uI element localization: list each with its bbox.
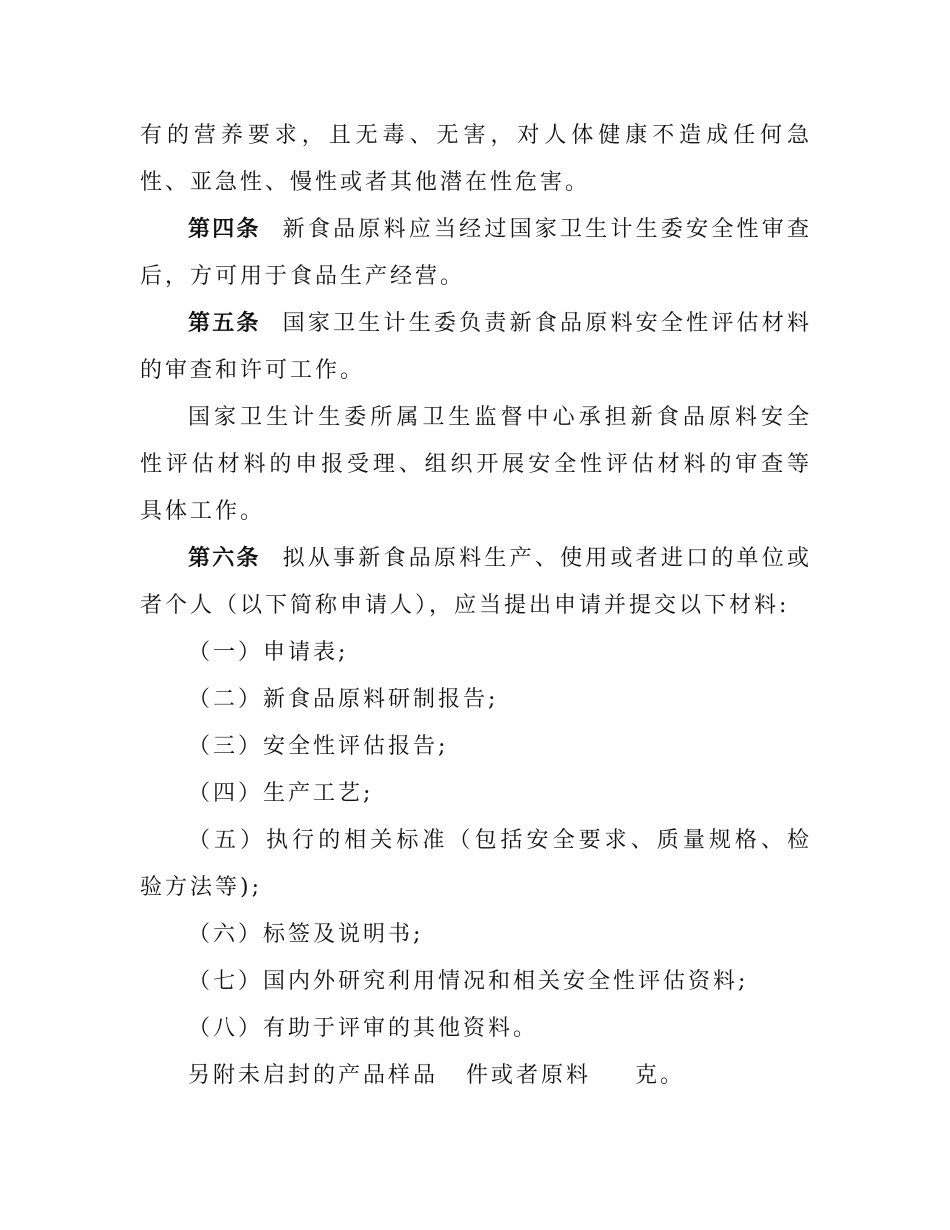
list-item-text: （八）有助于评审的其他资料。 <box>188 1016 539 1041</box>
list-item-text: （一）申请表; <box>188 640 349 665</box>
paragraph-text: 拟从事新食品原料生产、使用或者进口的单位或者个人（以下简称申请人），应当提出申请并提交以下材料: <box>140 546 812 618</box>
article-6 <box>140 535 812 629</box>
paragraph-text: 国家卫生计生委所属卫生监督中心承担新食品原料安全性评估材料的申报受理、组织开展安全性评估材料的审查等具体工作。 <box>140 405 812 524</box>
list-item-2 <box>140 676 812 723</box>
list-item-6 <box>140 911 812 958</box>
article-4 <box>140 206 812 300</box>
paragraph-continuation <box>140 112 812 206</box>
sample-text-2: 件或者原料 <box>466 1063 592 1088</box>
article-heading: 第五条 <box>188 311 261 336</box>
list-item-5 <box>140 817 812 911</box>
list-item-text: （四）生产工艺; <box>188 781 374 806</box>
article-5-clause-2 <box>140 394 812 535</box>
article-heading: 第六条 <box>188 546 261 571</box>
article-5 <box>140 300 812 394</box>
list-item-text: （六）标签及说明书; <box>188 922 424 947</box>
list-item-4 <box>140 770 812 817</box>
article-heading: 第四条 <box>188 217 261 242</box>
list-item-text: （二）新食品原料研制报告; <box>188 687 499 712</box>
list-item-text: （七）国内外研究利用情况和相关安全性评估资料; <box>188 969 749 994</box>
list-item-1 <box>140 629 812 676</box>
sample-line <box>140 1052 812 1099</box>
list-item-text: （三）安全性评估报告; <box>188 734 449 759</box>
sample-text-3: 克。 <box>635 1063 686 1088</box>
paragraph-text: 有的营养要求，且无毒、无害，对人体健康不造成任何急性、亚急性、慢性或者其他潜在性危害。 <box>140 123 812 195</box>
sample-text-1: 另附未启封的产品样品 <box>188 1063 439 1088</box>
list-item-3 <box>140 723 812 770</box>
document-page <box>140 112 812 1099</box>
paragraph-text: 国家卫生计生委负责新食品原料安全性评估材料的审查和许可工作。 <box>140 311 812 383</box>
list-item-7 <box>140 958 812 1005</box>
list-item-text: （五）执行的相关标准（包括安全要求、质量规格、检验方法等); <box>140 828 812 900</box>
paragraph-text: 新食品原料应当经过国家卫生计生委安全性审查后，方可用于食品生产经营。 <box>140 217 812 289</box>
list-item-8 <box>140 1005 812 1052</box>
